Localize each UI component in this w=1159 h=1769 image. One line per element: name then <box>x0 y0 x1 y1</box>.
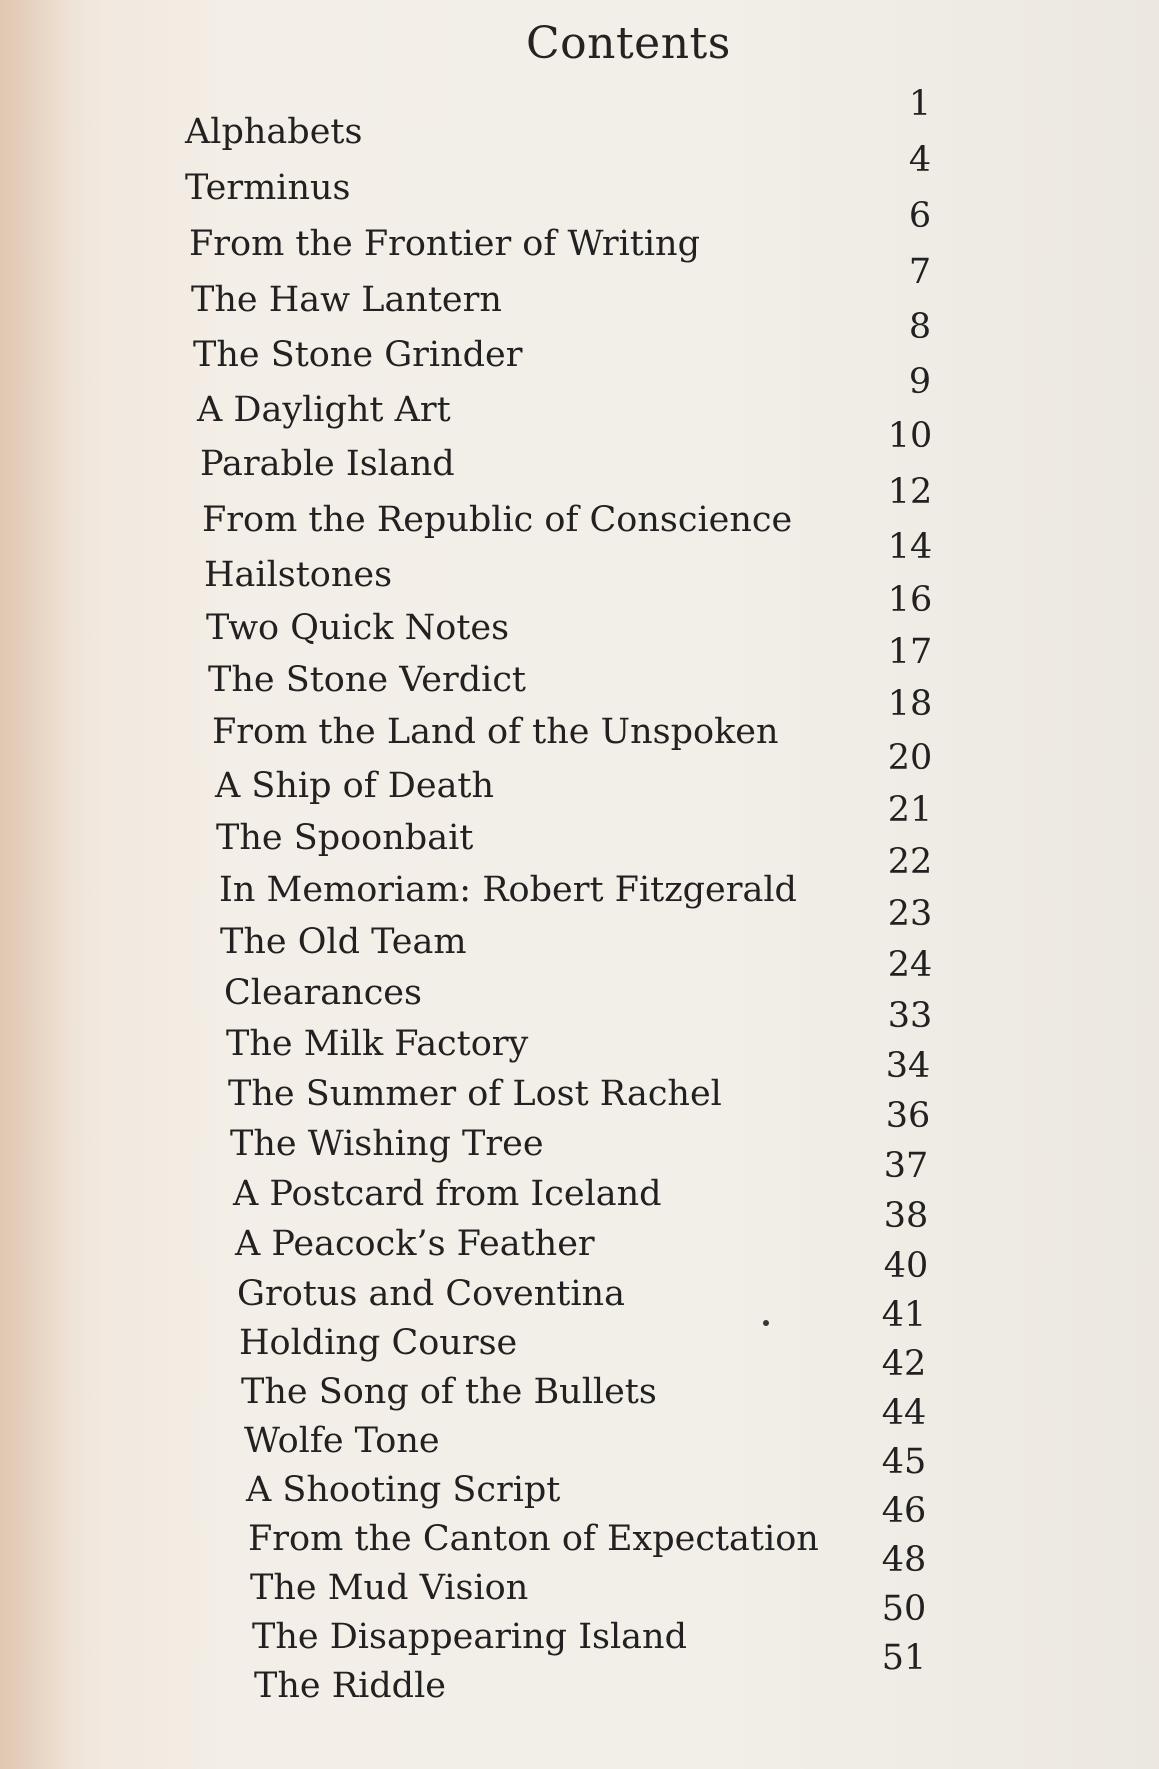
toc-entry-title: The Stone Grinder <box>193 335 523 375</box>
toc-entry-page-number: 33 <box>887 996 933 1036</box>
toc-entry-page-number: 6 <box>908 196 932 236</box>
toc-entry-title: From the Canton of Expectation <box>248 1519 819 1559</box>
toc-entry <box>0 472 1159 552</box>
toc-entry-title: Parable Island <box>200 444 455 484</box>
toc-entry-title: The Wishing Tree <box>230 1124 544 1164</box>
toc-entry-page-number: 44 <box>881 1393 927 1433</box>
toc-entry <box>0 738 1159 818</box>
toc-entry <box>0 996 1159 1076</box>
toc-entry-page-number: 20 <box>887 738 933 778</box>
toc-entry-page-number: 34 <box>885 1046 931 1086</box>
toc-entry-title: The Song of the Bullets <box>241 1372 657 1412</box>
toc-entry-page-number: 38 <box>883 1196 929 1236</box>
toc-entry-title: Alphabets <box>185 112 363 152</box>
toc-entry-title: Wolfe Tone <box>244 1421 440 1461</box>
toc-entry-title: From the Frontier of Writing <box>189 224 700 264</box>
toc-entry-title: A Daylight Art <box>197 390 451 430</box>
toc-entry-page-number: 14 <box>887 527 933 567</box>
toc-entry <box>0 527 1159 607</box>
toc-entry-title: Two Quick Notes <box>206 608 510 648</box>
toc-entry-title: The Mud Vision <box>250 1568 529 1608</box>
toc-entry-page-number: 50 <box>881 1589 927 1629</box>
toc-entry <box>0 307 1159 387</box>
toc-entry-title: A Postcard from Iceland <box>233 1174 662 1214</box>
toc-entry-title: Terminus <box>185 168 351 208</box>
toc-entry-page-number: 7 <box>908 252 932 292</box>
toc-entry <box>0 416 1159 496</box>
toc-entry-page-number: 10 <box>887 416 933 456</box>
toc-entry <box>0 684 1159 764</box>
toc-entry-title: A Ship of Death <box>215 766 495 806</box>
toc-entry-page-number: 12 <box>887 472 933 512</box>
toc-entry-title: The Haw Lantern <box>191 280 502 320</box>
toc-entry <box>0 842 1159 922</box>
toc-entry-page-number: 37 <box>883 1146 929 1186</box>
toc-entry-title: The Milk Factory <box>226 1024 529 1064</box>
toc-entry <box>0 1442 1159 1522</box>
toc-entry-title: A Shooting Script <box>246 1470 561 1510</box>
toc-entry <box>0 1344 1159 1424</box>
toc-entry-page-number: 1 <box>908 84 932 124</box>
toc-entry <box>0 252 1159 332</box>
toc-entry-title: From the Republic of Conscience <box>202 500 793 540</box>
toc-entry-page-number: 46 <box>881 1491 927 1531</box>
toc-entry-page-number: 41 <box>881 1295 927 1335</box>
toc-entry-page-number: 42 <box>881 1344 927 1384</box>
toc-entry-page-number: 8 <box>908 307 932 347</box>
toc-entry <box>0 140 1159 220</box>
toc-entry <box>0 1589 1159 1669</box>
toc-entry-title: Grotus and Coventina <box>237 1274 625 1314</box>
toc-entry-page-number: 21 <box>887 790 933 830</box>
toc-entry-title: In Memoriam: Robert Fitzgerald <box>219 870 797 910</box>
toc-entry-page-number: 23 <box>887 894 933 934</box>
toc-entry-page-number: 48 <box>881 1540 927 1580</box>
toc-entry <box>0 1393 1159 1473</box>
toc-entry <box>0 1046 1159 1126</box>
toc-entry <box>0 1491 1159 1571</box>
toc-entry-page-number: 22 <box>887 842 933 882</box>
toc-entry-title: A Peacock’s Feather <box>235 1224 595 1264</box>
toc-entry-title: Clearances <box>224 973 422 1013</box>
ink-speck <box>763 1320 769 1326</box>
toc-entry <box>0 1540 1159 1620</box>
toc-entry <box>0 1295 1159 1375</box>
toc-entry-page-number: 36 <box>885 1096 931 1136</box>
toc-entry-title: The Disappearing Island <box>252 1617 687 1657</box>
toc-entry-page-number: 40 <box>883 1246 929 1286</box>
toc-entry-page-number: 9 <box>908 362 932 402</box>
toc-entry <box>0 196 1159 276</box>
toc-entry <box>0 580 1159 660</box>
toc-entry <box>0 632 1159 712</box>
toc-entry <box>0 1246 1159 1326</box>
toc-entry-page-number: 4 <box>908 140 932 180</box>
toc-entry <box>0 84 1159 164</box>
toc-entry <box>0 1638 1159 1718</box>
toc-entry <box>0 1196 1159 1276</box>
toc-entry-title: The Spoonbait <box>216 818 474 858</box>
toc-entry-title: The Riddle <box>254 1666 446 1706</box>
toc-entry-page-number: 51 <box>881 1638 927 1678</box>
toc-entry-title: The Summer of Lost Rachel <box>228 1074 722 1114</box>
toc-entry <box>0 945 1159 1025</box>
toc-entry-page-number: 17 <box>887 632 933 672</box>
toc-entry-page-number: 24 <box>887 945 933 985</box>
toc-entry <box>0 1146 1159 1226</box>
toc-entry-title: From the Land of the Unspoken <box>212 712 779 752</box>
toc-entry-title: Holding Course <box>239 1323 518 1363</box>
toc-entry <box>0 362 1159 442</box>
toc-entry-title: Hailstones <box>204 555 393 595</box>
toc-entry <box>0 1096 1159 1176</box>
page-title: Contents <box>526 18 731 69</box>
toc-entry <box>0 894 1159 974</box>
toc-entry-title: The Stone Verdict <box>208 660 526 700</box>
toc-entry-page-number: 16 <box>887 580 933 620</box>
toc-entry-page-number: 18 <box>887 684 933 724</box>
toc-entry-page-number: 45 <box>881 1442 927 1482</box>
toc-entry-title: The Old Team <box>220 922 467 962</box>
toc-entry <box>0 790 1159 870</box>
